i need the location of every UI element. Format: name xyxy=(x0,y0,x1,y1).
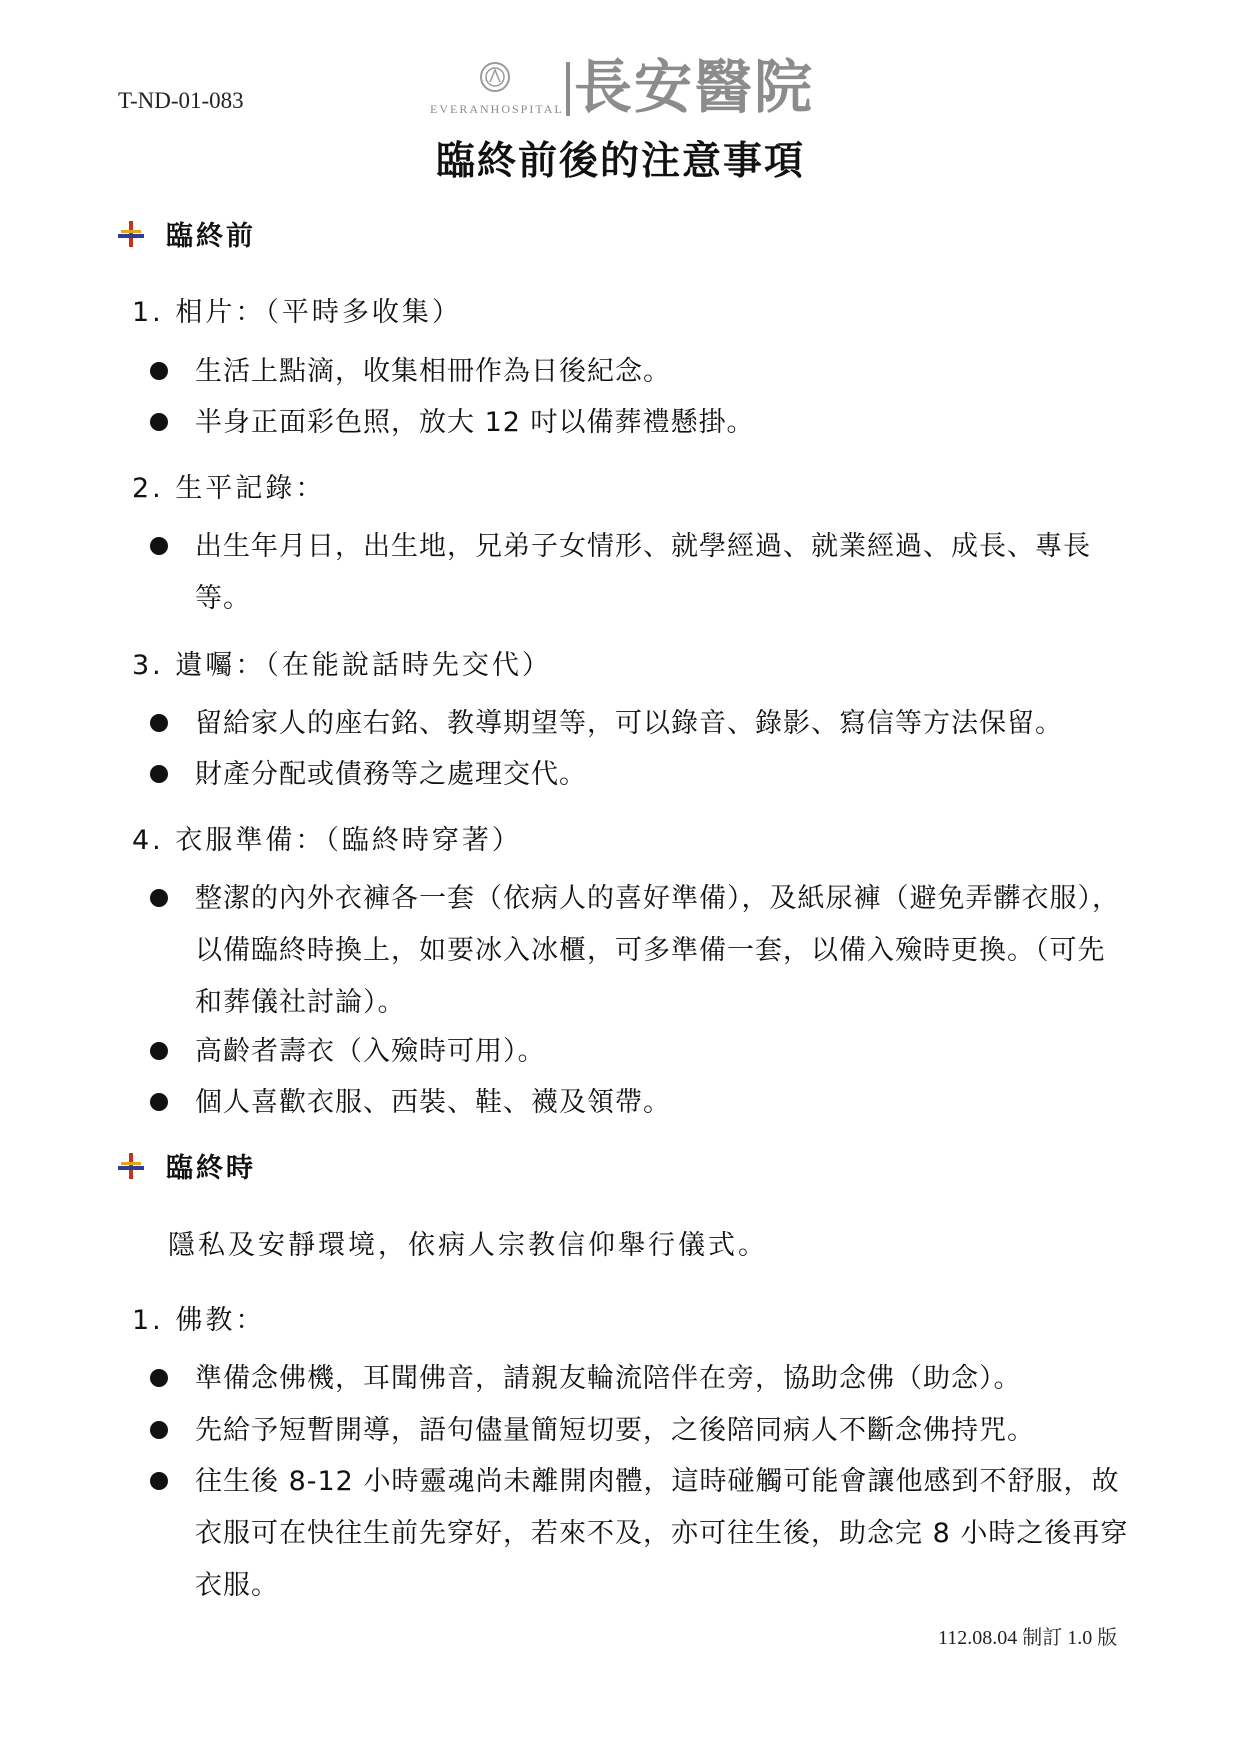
bullet-dot-icon xyxy=(150,362,168,380)
bullet-item: 高齡者壽衣（入殮時可用）。 xyxy=(150,1026,1130,1078)
bullet-dot-icon xyxy=(150,765,168,783)
bullet-dot-icon xyxy=(150,1042,168,1060)
hospital-emblem-icon xyxy=(478,60,512,94)
bullet-dot-icon xyxy=(150,1421,168,1439)
numbered-item-will: 3. 遺囑：（在能說話時先交代） xyxy=(132,650,552,681)
bullet-dot-icon xyxy=(150,1369,168,1387)
bullet-item: 先給予短暫開導，語句儘量簡短切要，之後陪同病人不斷念佛持咒。 xyxy=(150,1405,1130,1457)
bullet-item: 留給家人的座右銘、教導期望等，可以錄音、錄影、寫信等方法保留。 xyxy=(150,698,1130,750)
section-heading-label: 臨終前 xyxy=(166,221,256,252)
numbered-item-buddhism: 1. 佛教： xyxy=(132,1305,266,1336)
numbered-item-life-record: 2. 生平記錄： xyxy=(132,473,326,504)
colored-cross-icon xyxy=(118,1153,144,1179)
document-code: T-ND-01-083 xyxy=(118,88,244,113)
bullet-item: 準備念佛機，耳聞佛音，請親友輪流陪伴在旁，協助念佛（助念）。 xyxy=(150,1353,1130,1405)
bullet-dot-icon xyxy=(150,413,168,431)
section-heading-label: 臨終時 xyxy=(166,1153,256,1184)
bullet-item: 財產分配或債務等之處理交代。 xyxy=(150,749,1130,801)
bullet-dot-icon xyxy=(150,714,168,732)
logo-divider xyxy=(566,62,570,116)
section-intro: 隱私及安靜環境，依病人宗教信仰舉行儀式。 xyxy=(168,1230,768,1261)
bullet-item: 生活上點滴，收集相冊作為日後紀念。 xyxy=(150,346,1130,398)
bullet-dot-icon xyxy=(150,1093,168,1111)
colored-cross-icon xyxy=(118,221,144,247)
logo-chinese-name: 長安醫院 xyxy=(574,53,815,121)
bullet-dot-icon xyxy=(150,1472,168,1490)
section-heading-before-death xyxy=(118,214,256,253)
bullet-item: 半身正面彩色照，放大 12 吋以備葬禮懸掛。 xyxy=(150,397,1130,449)
section-heading-at-death xyxy=(118,1146,256,1185)
numbered-item-clothing: 4. 衣服準備：（臨終時穿著） xyxy=(132,825,522,856)
version-footer: 112.08.04 制訂 1.0 版 xyxy=(938,1627,1118,1649)
page-title: 臨終前後的注意事項 xyxy=(435,139,805,184)
bullet-item: 整潔的內外衣褲各一套（依病人的喜好準備），及紙尿褲（避免弄髒衣服），以備臨終時換上，如要冰入冰櫃，可多準備一套，以備入殮時更換。（可先和葬儀社討論）。 xyxy=(150,873,1130,1029)
numbered-item-photos: 1. 相片：（平時多收集） xyxy=(132,297,462,328)
logo-english-name: EVERANHOSPITAL xyxy=(430,102,564,116)
bullet-item: 往生後 8-12 小時靈魂尚未離開肉體，這時碰觸可能會讓他感到不舒服，故衣服可在快往生前先穿好，若來不及，亦可往生後，助念完 8 小時之後再穿衣服。 xyxy=(150,1456,1130,1612)
bullet-item: 個人喜歡衣服、西裝、鞋、襪及領帶。 xyxy=(150,1077,1130,1129)
bullet-item: 出生年月日，出生地，兄弟子女情形、就學經過、就業經過、成長、專長等。 xyxy=(150,521,1130,625)
bullet-dot-icon xyxy=(150,537,168,555)
bullet-dot-icon xyxy=(150,889,168,907)
